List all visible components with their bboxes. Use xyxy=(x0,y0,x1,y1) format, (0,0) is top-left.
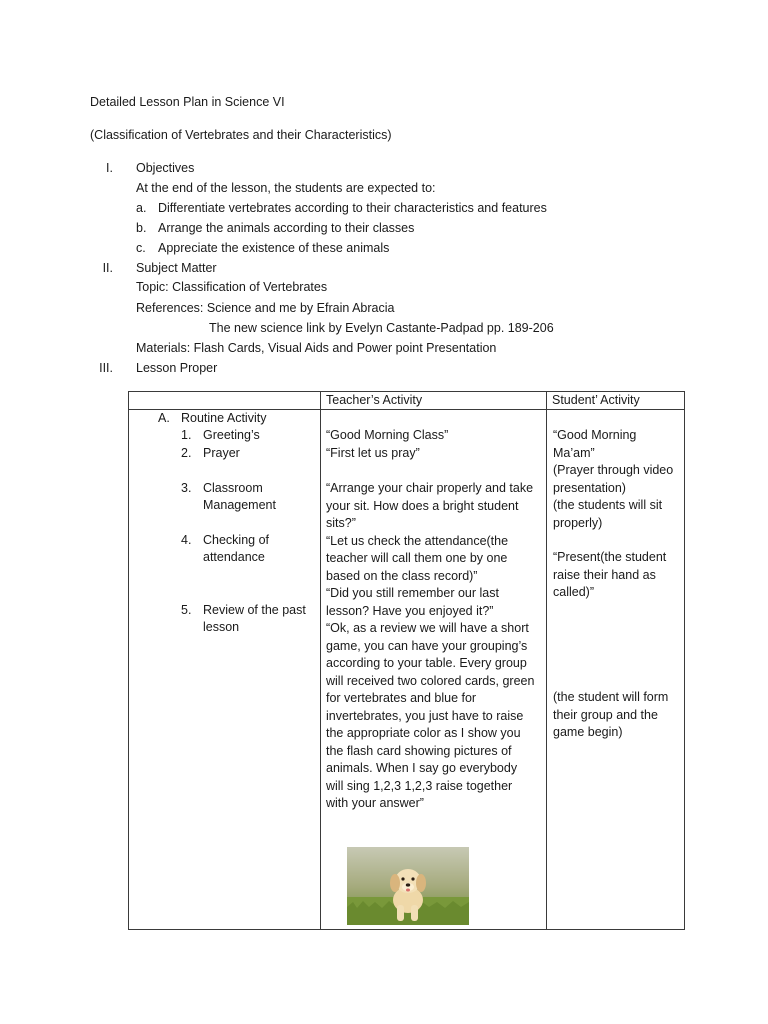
objective-letter: c. xyxy=(136,241,146,255)
teacher-line: will received two colored cards, green xyxy=(326,673,535,688)
student-line: (the students will sit xyxy=(553,498,663,512)
teacher-line: for vertebrates and blue for xyxy=(326,691,477,705)
topic-line: Topic: Classification of Vertebrates xyxy=(136,280,328,294)
student-block xyxy=(553,427,673,532)
teacher-cell xyxy=(321,410,547,930)
teacher-line: “Let us check the attendance(the xyxy=(326,533,509,548)
teacher-line: with your answer” xyxy=(326,796,424,810)
student-block xyxy=(553,549,666,602)
step-label: Prayer xyxy=(203,446,240,460)
teacher-line: “First let us pray” xyxy=(326,445,420,460)
step-number: 2. xyxy=(181,446,192,460)
step-label: Checking of xyxy=(203,533,270,547)
lesson-table xyxy=(128,391,685,930)
student-block xyxy=(553,689,668,742)
table-body-row xyxy=(129,410,685,930)
header-empty xyxy=(129,392,321,410)
routine-letter: A. xyxy=(158,411,170,425)
teacher-line: sits?” xyxy=(326,516,356,530)
student-line: properly) xyxy=(553,515,603,530)
teacher-line: the flash card showing pictures of xyxy=(326,743,512,758)
step-label: Management xyxy=(203,498,276,512)
step-label: lesson xyxy=(203,620,240,634)
teacher-line: game, you can have your grouping’s xyxy=(326,638,528,653)
teacher-line: teacher will call them one by one xyxy=(326,551,508,565)
objective-letter: a. xyxy=(136,201,147,215)
student-line: Ma’am” xyxy=(553,445,595,460)
materials-line: Materials: Flash Cards, Visual Aids and Power point Presentation xyxy=(136,341,497,355)
document-subtitle: (Classification of Vertebrates and their Characteristics) xyxy=(90,128,392,142)
lesson-proper-heading: Lesson Proper xyxy=(136,361,218,375)
teacher-line: invertebrates, you just have to raise xyxy=(326,708,524,723)
teacher-block xyxy=(326,480,534,813)
step-label: Classroom xyxy=(203,481,263,495)
step-number: 3. xyxy=(181,481,192,495)
teacher-line: lesson? Have you enjoyed it?” xyxy=(326,603,494,618)
objective-letter: b. xyxy=(136,221,147,235)
student-line: called)” xyxy=(553,585,594,599)
student-line: their group and the xyxy=(553,707,658,722)
student-line: game begin) xyxy=(553,725,623,739)
student-line: “Present(the student xyxy=(553,550,667,564)
objectives-numeral: I. xyxy=(106,161,113,175)
student-line: raise their hand as xyxy=(553,567,656,582)
teacher-line: “Arrange your chair properly and take xyxy=(326,481,534,495)
student-line: “Good Morning xyxy=(553,428,637,442)
routine-cell xyxy=(129,410,321,930)
teacher-line: “Good Morning Class” xyxy=(326,428,449,442)
objective-text: Appreciate the existence of these animals xyxy=(158,241,390,255)
step-number: 1. xyxy=(181,428,192,442)
step-label: attendance xyxy=(203,550,265,564)
lesson-proper-numeral: III. xyxy=(99,361,113,375)
puppy-illustration xyxy=(347,847,469,925)
student-line: (Prayer through video xyxy=(553,463,674,477)
objective-text: Arrange the animals according to their classes xyxy=(158,221,415,235)
step-number: 4. xyxy=(181,533,192,547)
step-label: Review of the past xyxy=(203,603,306,617)
student-line: (the student will form xyxy=(553,690,669,704)
teacher-line: animals. When I say go everybody xyxy=(326,761,518,775)
puppy-flash-card-image xyxy=(347,847,469,925)
subject-matter-heading: Subject Matter xyxy=(136,261,217,275)
reference-line: References: Science and me by Efrain Abracia xyxy=(136,301,395,315)
reference-line: The new science link by Evelyn Castante-Padpad pp. 189-206 xyxy=(209,321,554,335)
objectives-intro: At the end of the lesson, the students are expected to: xyxy=(136,181,436,195)
teacher-line: will sing 1,2,3 1,2,3 raise together xyxy=(326,778,513,793)
teacher-line: your sit. How does a bright student xyxy=(326,498,519,513)
header-teacher: Teacher’s Activity xyxy=(321,392,547,410)
table-header-row xyxy=(129,392,685,410)
teacher-line: according to your table. Every group xyxy=(326,656,527,670)
teacher-block xyxy=(326,427,448,462)
subject-matter-numeral: II. xyxy=(102,261,113,275)
teacher-line: “Ok, as a review we will have a short xyxy=(326,621,529,635)
teacher-line: the appropriate color as I show you xyxy=(326,726,521,740)
document-title: Detailed Lesson Plan in Science VI xyxy=(90,95,285,109)
step-label: Greeting’s xyxy=(203,428,260,442)
objectives-heading: Objectives xyxy=(136,161,195,175)
teacher-line: based on the class record)” xyxy=(326,568,478,583)
teacher-line: “Did you still remember our last xyxy=(326,586,499,600)
routine-label: Routine Activity xyxy=(181,411,267,425)
student-cell xyxy=(547,410,685,930)
step-number: 5. xyxy=(181,603,192,617)
student-line: presentation) xyxy=(553,480,626,495)
objective-text: Differentiate vertebrates according to their characteristics and features xyxy=(158,201,547,215)
header-student: Student’ Activity xyxy=(547,392,685,410)
